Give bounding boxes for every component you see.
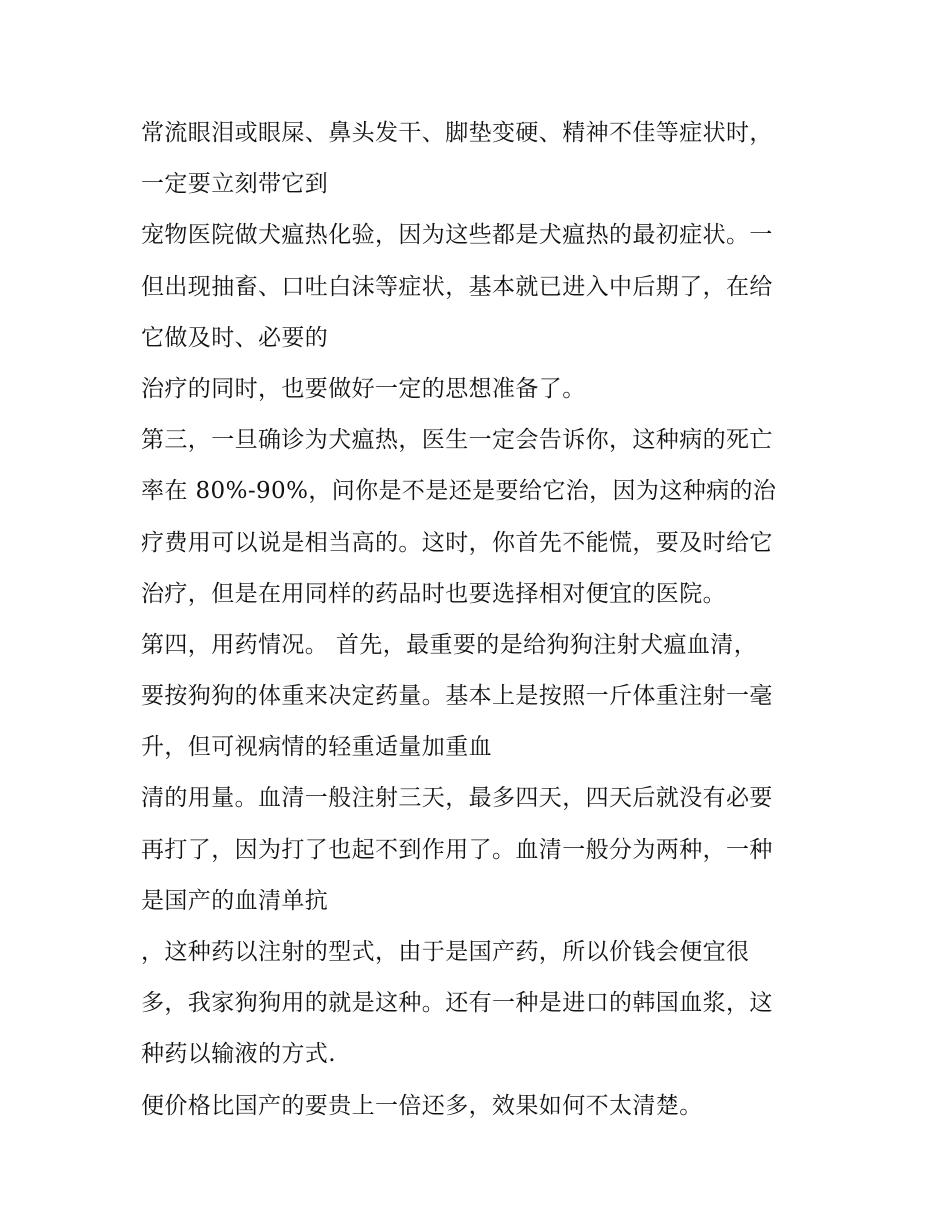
text-line: 率在 80%-90%，问你是不是还是要给它治，因为这种病的治	[141, 478, 777, 505]
text-line: 治疗的同时，也要做好一定的思想准备了。	[141, 375, 586, 402]
text-line: 一定要立刻带它到	[141, 171, 329, 198]
text-line: 多，我家狗狗用的就是这种。还有一种是进口的韩国血浆，这	[141, 990, 773, 1017]
text-line: 第四，用药情况。 首先，最重要的是给狗狗注射犬瘟血清，	[141, 631, 758, 658]
text-line: 升，但可视病情的轻重适量加重血	[141, 734, 492, 761]
text-line: 清的用量。血清一般注射三天，最多四天，四天后就没有必要	[141, 785, 773, 812]
text-line: 宠物医院做犬瘟热化验，因为这些都是犬瘟热的最初症状。一	[141, 222, 773, 249]
text-line: 它做及时、必要的	[141, 324, 329, 351]
text-line: 种药以输液的方式.	[141, 1041, 336, 1068]
text-line: 便价格比国产的要贵上一倍还多，效果如何不太清楚。	[141, 1092, 703, 1119]
body-text	[141, 108, 821, 1132]
text-line: 是国产的血清单抗	[141, 887, 329, 914]
text-line: 疗费用可以说是相当高的。这时，你首先不能慌，要及时给它	[141, 529, 773, 556]
text-line: 再打了，因为打了也起不到作用了。血清一般分为两种，一种	[141, 836, 773, 863]
text-line: 常流眼泪或眼屎、鼻头发干、脚垫变硬、精神不佳等症状时，	[141, 120, 773, 146]
text-line: 治疗，但是在用同样的药品时也要选择相对便宜的医院。	[141, 580, 726, 607]
text-line: ，这种药以注射的型式，由于是国产药，所以价钱会便宜很	[141, 939, 750, 965]
text-line: 但出现抽畜、口吐白沫等症状，基本就已进入中后期了，在给	[141, 273, 773, 300]
text-line: 要按狗狗的体重来决定药量。基本上是按照一斤体重注射一毫	[141, 683, 773, 710]
text-line: 第三，一旦确诊为犬瘟热，医生一定会告诉你，这种病的死亡	[141, 427, 773, 454]
